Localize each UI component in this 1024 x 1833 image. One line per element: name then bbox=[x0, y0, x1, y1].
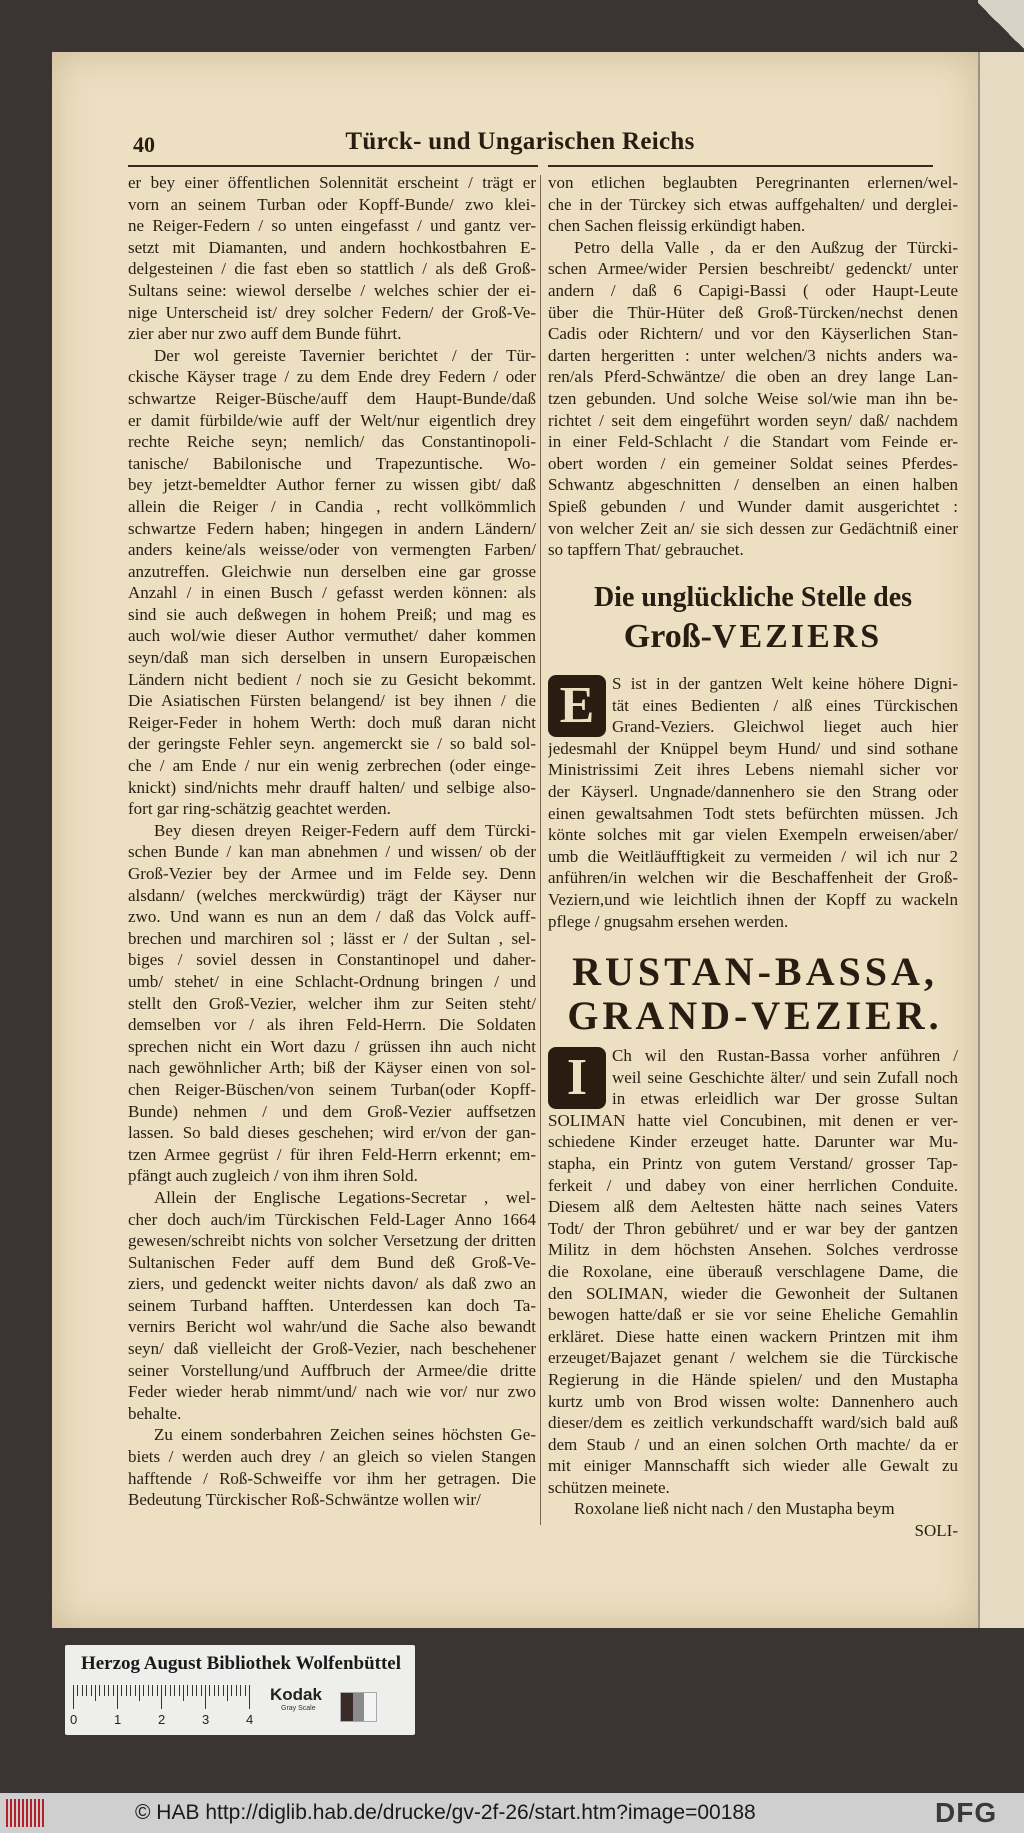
ruler-tick bbox=[227, 1685, 228, 1701]
ruler-tick bbox=[231, 1685, 232, 1696]
text-line: schen Bunde / kan man abnehmen / und wissen/ ob der bbox=[128, 842, 536, 862]
text-line: pfängt auch zugleich / von ihm ihren Sold. bbox=[128, 1166, 418, 1186]
page-number: 40 bbox=[133, 132, 155, 157]
text-line: Spieß gebunden / und Wunder damit ausgerichtet : bbox=[548, 496, 958, 516]
text-line: alsdann/ (welches merckwürdig) trägt der Käyser nur bbox=[128, 885, 536, 905]
text-line: fort gar ring-schätzig geachtet werden. bbox=[128, 799, 391, 819]
header-rule-left bbox=[128, 165, 538, 167]
text-line: Reiger-Feder in hohem Werth: doch muß daran nicht bbox=[128, 712, 536, 732]
ruler-tick bbox=[148, 1685, 149, 1696]
text-line: Regierung in die Hände spielen/ und den Mustapha bbox=[548, 1369, 958, 1389]
text-line: ferkeit / und dabey von einer herrlichen Conduite. bbox=[548, 1175, 958, 1195]
ruler-tick bbox=[73, 1685, 74, 1709]
text-line: umb die Weitläufftigkeit zu vermeiden / wil ich nur 2 bbox=[548, 846, 958, 866]
text-line: den SOLIMAN, wieder die Gewonheit der Sultanen bbox=[548, 1283, 958, 1303]
ruler-tick bbox=[126, 1685, 127, 1696]
text-line: seinem Turband hafften. Unterdessen kan doch Ta- bbox=[128, 1295, 536, 1315]
text-line: Schwantz abgeschnitten / denselben an einen halben bbox=[548, 475, 958, 495]
ruler-tick bbox=[192, 1685, 193, 1696]
ruler-number: 3 bbox=[202, 1712, 210, 1727]
text-line: Zu einem sonderbahren Zeichen seines höchsten Ge- bbox=[154, 1425, 536, 1445]
text-line: allein die Reiger / in Candia , recht vollkömmlich bbox=[128, 496, 536, 516]
drop-cap: I bbox=[548, 1047, 606, 1109]
gray-scale-swatch bbox=[340, 1692, 377, 1722]
text-line: schiedene Kinder erzeuget hatte. Darunter war Mu- bbox=[548, 1132, 958, 1152]
text-line: ren/als Pferd-Schwäntze/ die oben an drey lange Lan- bbox=[548, 367, 958, 387]
text-line: biges / soviel dessen in Constantinopel und daher- bbox=[128, 950, 536, 970]
ruler-tick bbox=[187, 1685, 188, 1696]
text-line: SOLIMAN hatte viel Concubinen, mit denen er ver- bbox=[548, 1110, 958, 1130]
text-line: anführen/in welchen wir die Beschaffenheit der Groß- bbox=[548, 868, 958, 888]
text-line: Diesem alß dem Aeltesten hätte nach seines Vaters bbox=[548, 1197, 958, 1217]
ruler-tick bbox=[240, 1685, 241, 1696]
text-line: von etlichen beglaubten Peregrinanten erlernen/wel- bbox=[548, 173, 958, 192]
ruler-tick bbox=[77, 1685, 78, 1696]
text-line: stapha, ein Printz von gutem Verstand/ grosser Tap- bbox=[548, 1153, 958, 1173]
ruler-tick bbox=[179, 1685, 180, 1696]
ruler-tick bbox=[209, 1685, 210, 1696]
ruler-tick bbox=[214, 1685, 215, 1696]
text-line: Cadis oder Richtern/ und vor den Käyserlichen Stan- bbox=[548, 324, 958, 344]
text-line: umb/ stehet/ in eine Schlacht-Ordnung bringen / und bbox=[128, 971, 536, 991]
ruler-tick bbox=[218, 1685, 219, 1696]
copyright-url[interactable]: © HAB http://diglib.hab.de/drucke/gv-2f-26/start.htm?image=00188 bbox=[135, 1801, 756, 1824]
text-line: einen gewaltsahmen Todt stets befürchten müssen. Jch bbox=[548, 803, 958, 823]
heading-prefix: Groß- bbox=[623, 618, 712, 655]
text-line: Roxolane ließ nicht nach / den Mustapha beym bbox=[574, 1499, 895, 1519]
text-line: Feder wieder herab nimmt/und/ nach wie vor/ nur zwo bbox=[128, 1382, 536, 1402]
text-line: seyn/daß man sich derselben in unsern Europæischen bbox=[128, 648, 536, 668]
library-name: Herzog August Bibliothek Wolfenbüttel bbox=[80, 1653, 402, 1674]
text-line: rechte Reiche seyn; nemlich/ das Constantinopoli- bbox=[128, 432, 536, 452]
text-line: darten hergeritten : unter welchen/3 nichts anders wa- bbox=[548, 345, 958, 365]
ruler-tick bbox=[201, 1685, 202, 1696]
text-line: weil seine Geschichte älter/ und sein Zufall noch bbox=[612, 1067, 958, 1087]
running-title: Türck- und Ungarischen Reichs bbox=[345, 128, 695, 155]
drop-cap: E bbox=[548, 675, 606, 737]
text-line: auch wol/wie dieser Author vermuthet/ daher kommen bbox=[128, 626, 536, 646]
text-line: kurtz umb von Brod wissen wolte: Dannenhero auch bbox=[548, 1391, 958, 1411]
ruler-tick bbox=[108, 1685, 109, 1696]
text-line: vernirs Bericht wol wahr/und die Sache also bewandt bbox=[128, 1317, 536, 1337]
text-line: so tapffern That/ gebrauchet. bbox=[548, 540, 744, 560]
text-line: in einer Feld-Schlacht / die Standart vom Feinde er- bbox=[548, 432, 958, 452]
text-line: der geringste Fehler seyn. angemerckt sie / so bald sol- bbox=[128, 734, 536, 754]
ruler-tick bbox=[117, 1685, 118, 1709]
text-line: delgesteinen / die fast eben so stattlich / als deß Groß- bbox=[128, 259, 536, 279]
text-line: Allein der Englische Legations-Secretar , wel- bbox=[154, 1187, 536, 1207]
text-line: mit einiger Mannschafft sich wieder alle Gewalt zu bbox=[548, 1456, 958, 1476]
scale-label bbox=[65, 1645, 415, 1735]
text-line: gewesen/schreibt nichts von solcher Versetzung der dritten bbox=[128, 1231, 536, 1251]
kodak-logo: Kodak bbox=[270, 1685, 322, 1704]
text-line: cher doch auch/im Türckischen Feld-Lager Anno 1664 bbox=[128, 1209, 536, 1229]
ruler-tick bbox=[157, 1685, 158, 1696]
text-line: von welcher Zeit an/ sie sich dessen zur Gedächtniß einer bbox=[548, 518, 958, 538]
text-line: biets / werden auch drey / an gleich so vielen Stangen bbox=[128, 1447, 536, 1467]
section-heading-1-line2 bbox=[548, 618, 958, 656]
text-line: seiner Vorstellung/und Auffbruch der Armee/die dritte bbox=[128, 1360, 536, 1380]
text-line: dem Staub / und an einen solchen Orth machte/ da er bbox=[548, 1434, 958, 1454]
text-line: Ch wil den Rustan-Bassa vorher anführen / bbox=[612, 1046, 958, 1065]
text-line: anders keine/als weisse/oder von vermengten Farben/ bbox=[128, 540, 536, 560]
ruler-tick bbox=[86, 1685, 87, 1696]
text-line: Bey diesen dreyen Reiger-Federn auff dem Türcki- bbox=[154, 820, 536, 840]
section-heading-2-line1: RUSTAN-BASSA, bbox=[572, 949, 938, 994]
text-line: Bunde) nehmen / und dem Groß-Vezier auffsetzen bbox=[128, 1101, 536, 1121]
ruler-tick bbox=[205, 1685, 206, 1709]
text-line: zwo. Und wann es nun an dem / daß das Volck auff- bbox=[128, 907, 536, 927]
text-line: obert worden / ein gemeiner Soldat seines Pferdes- bbox=[548, 453, 958, 473]
ruler-tick bbox=[245, 1685, 246, 1696]
text-line: che / am Ende / nur ein wenig zerbrechen (oder einge- bbox=[128, 756, 536, 776]
text-line: Ländern nicht bedient / noch sie zu Gesicht bekommt. bbox=[128, 669, 536, 689]
ruler-scale bbox=[70, 1685, 263, 1730]
text-line: seyn/ daß vielleicht der Groß-Vezier, nach beschehener bbox=[128, 1339, 536, 1359]
ruler-tick bbox=[152, 1685, 153, 1696]
text-line: sind sie auch deßwegen in hohem Preiß; und mag es bbox=[128, 604, 536, 624]
footer-bar bbox=[0, 1793, 1024, 1833]
ruler-tick bbox=[196, 1685, 197, 1696]
ruler-tick bbox=[174, 1685, 175, 1696]
text-line: Anzahl / in einen Busch / gefasst werden können: als bbox=[128, 583, 536, 603]
text-line: chen Sachen fleissig erkündigt haben. bbox=[548, 216, 806, 236]
text-line: Bedeutung Türckischer Roß-Schwäntze wollen wir/ bbox=[128, 1490, 481, 1510]
ruler-tick bbox=[143, 1685, 144, 1696]
text-line: S ist in der gantzen Welt keine höhere Digni- bbox=[612, 674, 958, 693]
text-line: stellt den Groß-Vezier, welcher ihm zur Seiten steht/ bbox=[128, 993, 536, 1013]
text-line: behalte. bbox=[128, 1403, 182, 1423]
text-line: der Käyserl. Ungnade/dannenhero sie den Strang oder bbox=[548, 781, 958, 801]
text-line: chen Reiger-Büschen/von seinem Turban(oder Kopff- bbox=[128, 1079, 536, 1099]
header-rule-right bbox=[548, 165, 933, 167]
ruler-tick bbox=[223, 1685, 224, 1696]
text-line: Ministrissimi Zeit ihres Lebens niemahl sicher vor bbox=[548, 760, 958, 780]
text-line: tzen gebunden. Und solche Weise sol/wie man ihn be- bbox=[548, 388, 958, 408]
text-line: setzt mit Diamanten, und andern hochkostbahren E- bbox=[128, 237, 536, 257]
text-line: schwartze Reiger-Büsche/auff dem Haupt-Bunde/daß bbox=[128, 388, 536, 408]
text-line: bewogen hatte/daß er sie vor seine Eheliche Gemahlin bbox=[548, 1305, 958, 1325]
catchword: SOLI- bbox=[914, 1521, 958, 1541]
section-heading-1-line1: Die unglückliche Stelle des bbox=[593, 582, 913, 613]
text-line: Petro della Valle , da er den Außzug der Türcki- bbox=[574, 237, 958, 257]
text-line: anzutreffen. Gleichwie nun derselben eine gar grosse bbox=[128, 561, 536, 581]
ruler-tick bbox=[130, 1685, 131, 1696]
gray-scale-text: Gray Scale bbox=[281, 1705, 316, 1712]
text-line: lassen. So bald dieses geschehen; wird er/von der gan- bbox=[128, 1123, 536, 1143]
text-line: in etwas erleidlich war Der grosse Sultan bbox=[612, 1089, 958, 1109]
text-line: schützen meinete. bbox=[548, 1477, 670, 1497]
text-line: Militz in dem höchsten Ansehen. Solches verdrosse bbox=[548, 1240, 958, 1260]
text-line: ckische Käyser trage / zu dem Ende drey Federn / oder bbox=[128, 367, 536, 387]
left-column bbox=[128, 172, 536, 1511]
text-line: ziers, und gedenckt weiter nichts davon/ als daß zwo an bbox=[128, 1274, 536, 1294]
text-line: ne Reiger-Federn / so unten eingefasst / und gantz ver- bbox=[128, 216, 536, 236]
text-line: Groß-Vezier bey der Armee und im Felde sey. Denn bbox=[128, 864, 536, 883]
column-divider bbox=[540, 175, 541, 1525]
hab-logo-icon bbox=[6, 1799, 46, 1827]
dfg-logo: DFG bbox=[935, 1797, 998, 1828]
ruler-tick bbox=[139, 1685, 140, 1701]
text-line: schen Armee/wider Persien beschreibt/ gedenckt/ unter bbox=[548, 259, 958, 279]
text-line: knickt) sind/nichts mehr drauff halten/ und selbige also- bbox=[128, 777, 536, 797]
text-line: sprechen nicht ein Wort dazu / grüssen ihn auch nicht bbox=[128, 1036, 536, 1056]
text-line: richtet / seit dem eingeführt worden seyn/ daß/ nachdem bbox=[548, 410, 958, 430]
text-line: demselben vor / als ihren Feld-Herrn. Die Soldaten bbox=[128, 1015, 536, 1035]
text-line: Veziern,und wie leichtlich ihnen der Kopff zu wackeln bbox=[548, 889, 958, 909]
ruler-tick bbox=[121, 1685, 122, 1696]
text-line: hafftende / Roß-Schweiffe vor ihm her getragen. Die bbox=[128, 1468, 536, 1488]
text-line: tzen Armee gegrüst / für ihren Feld-Herrn erkennt; em- bbox=[128, 1144, 536, 1164]
ruler-tick bbox=[249, 1685, 250, 1709]
text-line: erzeuget/Bajazet genant / welchem sie die Türckische bbox=[548, 1348, 958, 1368]
text-line: bey jetzt-bemeldter Author ferner zu wissen gibt/ daß bbox=[128, 475, 536, 495]
ruler-number: 0 bbox=[70, 1712, 78, 1727]
text-line: erkläret. Diese hatte einen wackern Printzen mit ihm bbox=[548, 1326, 958, 1346]
ruler-number: 2 bbox=[158, 1712, 166, 1727]
right-column-intro bbox=[548, 172, 958, 561]
ruler-tick bbox=[82, 1685, 83, 1696]
ruler-tick bbox=[99, 1685, 100, 1696]
text-line: vorn an seinem Turban oder Kopff-Bunde/ zwo klei- bbox=[128, 194, 536, 214]
ruler-tick bbox=[104, 1685, 105, 1696]
text-line: er damit fürbilde/wie auff der Welt/nur eigentlich drey bbox=[128, 410, 536, 430]
text-line: Sultans seine: wiewol derselbe / welches schier der ei- bbox=[128, 280, 536, 300]
text-line: nige Unterscheid ist/ drey solcher Federn/ der Groß-Ve- bbox=[128, 302, 536, 322]
ruler-tick bbox=[170, 1685, 171, 1696]
text-line: dieser/dem es zeitlich verkundschafft ward/sich bald auß bbox=[548, 1413, 958, 1433]
ruler-tick bbox=[91, 1685, 92, 1696]
next-page-corner bbox=[978, 0, 1024, 52]
text-line: schwartze Federn haben; hingegen in andern Ländern/ bbox=[128, 518, 536, 538]
ruler-number: 4 bbox=[246, 1712, 254, 1727]
text-line: jedesmahl der Knüppel beym Hund/ und sind sothane bbox=[548, 738, 958, 758]
text-line: die Roxolane, eine überauß verschlagene Dame, die bbox=[548, 1261, 958, 1281]
text-line: brechen und marchiren sol ; lässt er / der Sultan , sel- bbox=[128, 928, 536, 948]
text-line: Todt/ der Thron gebühret/ und er war bey der gantzen bbox=[548, 1218, 958, 1238]
text-line: nach gewöhnlicher Arth; biß der Käyser einen von sol- bbox=[128, 1058, 536, 1078]
section-heading-2-line2: GRAND-VEZIER. bbox=[567, 993, 943, 1038]
text-line: Der wol gereiste Tavernier berichtet / der Tür- bbox=[154, 345, 536, 365]
text-line: er bey einer öffentlichen Solennität erscheint / trägt er bbox=[128, 173, 536, 192]
ruler-tick bbox=[135, 1685, 136, 1696]
ruler-tick bbox=[113, 1685, 114, 1696]
ruler-tick bbox=[236, 1685, 237, 1696]
text-line: könte solches mit gar vielen Exempeln erweisen/aber/ bbox=[548, 825, 958, 845]
ruler-tick bbox=[165, 1685, 166, 1696]
text-line: tanische/ Babilonische und Trapezuntische. Wo- bbox=[128, 453, 536, 473]
text-line: andern / daß 6 Capigi-Bassi ( oder Haupt-Leute bbox=[548, 280, 958, 300]
heading-caps: VEZIERS bbox=[711, 618, 883, 655]
section-1-text bbox=[548, 673, 958, 932]
ruler-tick bbox=[161, 1685, 162, 1709]
next-page-edge bbox=[978, 52, 1024, 1628]
ruler-tick bbox=[183, 1685, 184, 1701]
section-2-text bbox=[548, 1045, 958, 1542]
text-line: tät eines Bedienten / alß eines Türckischen bbox=[612, 695, 958, 715]
ruler-tick bbox=[95, 1685, 96, 1701]
text-line: Sultanischen Feder auff dem Bund deß Groß-Ve- bbox=[128, 1252, 536, 1272]
ruler-number: 1 bbox=[114, 1712, 122, 1727]
text-line: über die Thür-Hüter deß Groß-Türcken/nechst denen bbox=[548, 302, 958, 322]
text-line: pflege / gnugsahm ersehen werden. bbox=[548, 911, 789, 931]
text-line: Grand-Veziers. Gleichwol lieget auch hier bbox=[612, 717, 958, 737]
text-line: che in der Türckey sich etwas auffgehalten/ und derglei- bbox=[548, 194, 958, 214]
text-line: Die Asiatischen Fürsten belangend/ ist bey ihnen / die bbox=[128, 691, 536, 711]
text-line: zier aber nur zwo auff dem Bunde führt. bbox=[128, 324, 402, 344]
